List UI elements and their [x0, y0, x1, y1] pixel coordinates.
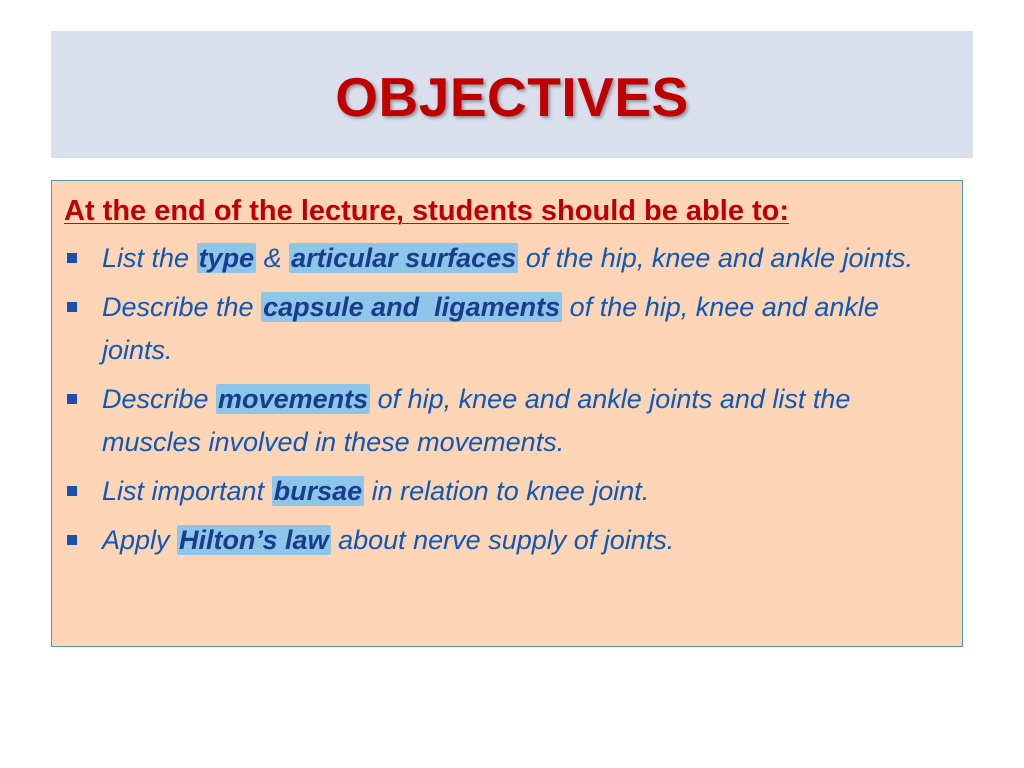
list-item	[64, 470, 950, 513]
objective-text-post: of the hip, knee and ankle joints.	[102, 292, 879, 365]
highlight-term: articular surfaces	[291, 243, 517, 273]
square-bullet-icon	[67, 486, 77, 496]
highlight-term: capsule and ligaments	[263, 292, 561, 322]
objective-text-post: about nerve supply of joints.	[330, 525, 675, 555]
objective-text-pre: Apply	[102, 525, 178, 555]
square-bullet-icon	[67, 535, 77, 545]
title-band	[51, 31, 973, 158]
intro-text: At the end of the lecture, students should be able to:	[64, 195, 790, 227]
highlight-term: movements	[218, 384, 369, 414]
list-item	[64, 286, 950, 372]
square-bullet-icon	[67, 302, 77, 312]
objective-text-pre: List the	[102, 243, 197, 273]
objective-text-pre: List important	[102, 476, 272, 506]
objective-text-post: of hip, knee and ankle joints and list the muscles involved in these movements.	[102, 384, 851, 457]
highlight-term: type	[198, 243, 255, 273]
objective-text-post: of the hip, knee and ankle joints.	[518, 243, 914, 273]
objective-text-pre: Describe	[102, 384, 217, 414]
objective-text-pre: Describe the	[102, 292, 262, 322]
objectives-box	[51, 180, 963, 647]
list-item	[64, 519, 950, 562]
highlight-term: bursae	[273, 476, 363, 506]
slide-title: OBJECTIVES	[335, 65, 689, 128]
list-item	[64, 237, 950, 280]
square-bullet-icon	[67, 253, 77, 263]
highlight-term: Hilton’s law	[179, 525, 329, 555]
objectives-list	[64, 237, 950, 562]
square-bullet-icon	[67, 394, 77, 404]
list-item	[64, 378, 950, 464]
objective-text-post: in relation to knee joint.	[364, 476, 650, 506]
objective-text-mid: &	[256, 243, 290, 273]
